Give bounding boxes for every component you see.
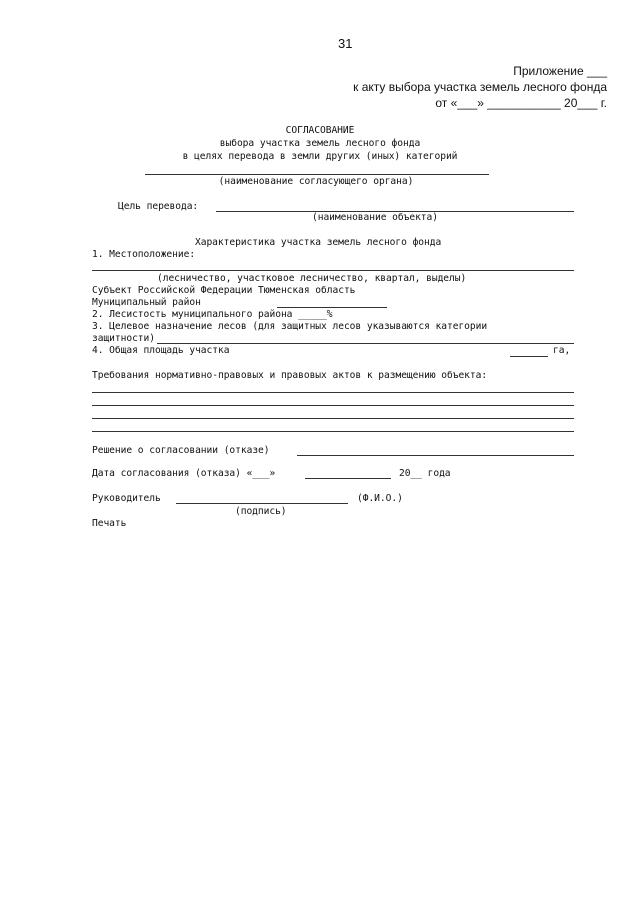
approval-year: 20__ года bbox=[399, 468, 451, 479]
approval-date-label: Дата согласования (отказа) «___» bbox=[92, 468, 276, 479]
district-line[interactable] bbox=[277, 307, 387, 308]
location-item: 1. Местоположение: bbox=[92, 249, 196, 260]
protection-category-label: защитности) bbox=[92, 333, 155, 344]
protection-category-line[interactable] bbox=[157, 343, 574, 344]
purpose-of-forests-item: 3. Целевое назначение лесов (для защитных лесов указываются категории bbox=[92, 321, 488, 332]
approval-month-line[interactable] bbox=[305, 478, 391, 479]
subject-label: Субъект Российской Федерации Тюменская область bbox=[92, 285, 356, 296]
area-item: 4. Общая площадь участка bbox=[92, 345, 230, 356]
appendix-date: от «___» ___________ 20___ г. bbox=[435, 96, 607, 110]
requirements-line-4[interactable] bbox=[92, 431, 574, 432]
purpose-label: Цель перевода: bbox=[118, 201, 199, 212]
head-label: Руководитель bbox=[92, 493, 161, 504]
location-caption: (лесничество, участковое лесничество, квартал, выделы) bbox=[157, 273, 467, 284]
decision-label: Решение о согласовании (отказе) bbox=[92, 445, 270, 456]
district-label: Муниципальный район bbox=[92, 297, 201, 308]
area-value-line[interactable] bbox=[510, 356, 548, 357]
fio-label: (Ф.И.О.) bbox=[357, 493, 403, 504]
organ-name-caption: (наименование согласующего органа) bbox=[218, 176, 414, 187]
document-title: СОГЛАСОВАНИЕ bbox=[285, 125, 355, 136]
signature-line[interactable] bbox=[176, 503, 348, 504]
appendix-number: Приложение ___ bbox=[513, 64, 607, 78]
appendix-act-title: к акту выбора участка земель лесного фонда bbox=[353, 80, 607, 94]
characteristics-heading: Характеристика участка земель лесного фонда bbox=[195, 237, 442, 248]
seal-label: Печать bbox=[92, 518, 127, 529]
requirements-label: Требования нормативно-правовых и правовых актов к размещению объекта: bbox=[92, 370, 488, 381]
forest-cover-item: 2. Лесистость муниципального района _____% bbox=[92, 309, 333, 320]
document-subtitle: выбора участка земель лесного фонда bbox=[219, 138, 421, 149]
document-subtitle-2: в целях перевода в земли других (иных) категорий bbox=[182, 151, 458, 162]
area-unit: га, bbox=[553, 345, 571, 356]
decision-line[interactable] bbox=[297, 455, 574, 456]
page-number: 31 bbox=[338, 36, 353, 51]
object-name-caption: (наименование объекта) bbox=[312, 212, 438, 223]
requirements-line-1[interactable] bbox=[92, 392, 574, 393]
signature-caption: (подпись) bbox=[235, 506, 287, 517]
requirements-line-2[interactable] bbox=[92, 405, 574, 406]
organ-name-line[interactable] bbox=[145, 174, 489, 175]
location-line[interactable] bbox=[92, 270, 574, 271]
requirements-line-3[interactable] bbox=[92, 418, 574, 419]
